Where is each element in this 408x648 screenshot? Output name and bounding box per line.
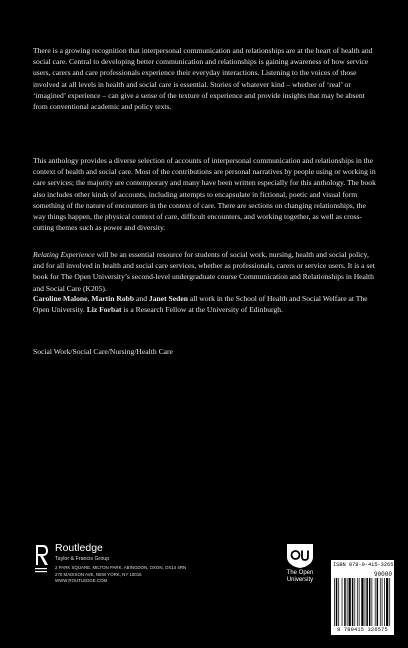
open-university-name — [275, 570, 325, 584]
authors-affiliation: all work in the School of Health and Social Welfare at The Open University. — [33, 294, 368, 315]
description-paragraph-3 — [33, 249, 378, 294]
authors-paragraph — [33, 293, 378, 315]
open-university-shield-icon — [286, 543, 314, 569]
routledge-logo-icon — [33, 543, 49, 576]
isbn-number: ISBN 978-0-415-32657-5 — [333, 562, 403, 568]
ou-line: University — [286, 577, 314, 583]
address-line: WWW.ROUTLEDGE.COM — [55, 578, 108, 584]
publisher-address — [55, 565, 186, 585]
author-affiliation: is a Research Fellow at the University of Edinburgh. — [121, 305, 283, 315]
author-name: Janet Seden — [148, 294, 188, 303]
separator: , — [87, 294, 92, 303]
description-paragraph-1: There is a growing recognition that interpersonal communication and relationships are at the heart of health and social care. Central to developing better communication and relationships is gaining awareness of how service users, carers and care professionals experience their everyday interactions. Listening to the voices of those involved at all levels in health and social care is essential. Stories of whatever kind – whether of ‘real’ or ‘imagined’ experience – can give a sense of the texture of experience and provide insights that may be absent from conventional academic and policy texts. — [33, 46, 373, 112]
ean-digits: 9 780415 326575 — [337, 627, 388, 633]
subject-categories: Social Work/Social Care/Nursing/Health Care — [33, 347, 173, 356]
barcode-icon — [334, 578, 391, 626]
author-name: Liz Forbat — [86, 305, 122, 315]
open-university-logo — [275, 543, 325, 584]
publisher-name: Routledge — [55, 542, 103, 554]
publisher-group: Taylor & Francis Group — [55, 556, 110, 562]
isbn-barcode — [331, 560, 403, 635]
separator: and — [134, 294, 149, 303]
paragraph-3-text: will be an essential resource for students of social work, nursing, health and social policy, and for all involved in health and social care services, whether as professionals, carers or service users. It is a set book for The Open University’s second-level undergraduate course Communication and Relationships in Health and Social Care (K205). — [33, 250, 375, 293]
author-name: Martin Robb — [91, 294, 135, 303]
ou-line: The Open — [286, 570, 314, 576]
description-paragraph-2: This anthology provides a diverse selection of accounts of interpersonal communication and relationships in the context of health and social care. Most of the contributions are personal narratives by people using or working in care services; the majority are contemporary and many have been written especially for this anthology. The book also includes other kinds of accounts, including attempts to encapsulate in fictional, poetic and visual form something of the nature of encounters in the context of care. There are sections on changing relationships, the way things happen, the physical context of care, difficult encounters, and working together, as well as cross-cutting themes such as power and diversity. — [33, 156, 376, 233]
book-title: Relating Experience — [33, 250, 95, 259]
price-code: 90000 — [373, 571, 392, 578]
address-line: 2 PARK SQUARE, MILTON PARK, ABINGDON, OXON, OX14 4RN — [55, 565, 187, 570]
address-line: 270 MADISON AVE, NEW YORK, NY 10016 — [55, 571, 142, 577]
author-name: Caroline Malone — [33, 294, 88, 303]
